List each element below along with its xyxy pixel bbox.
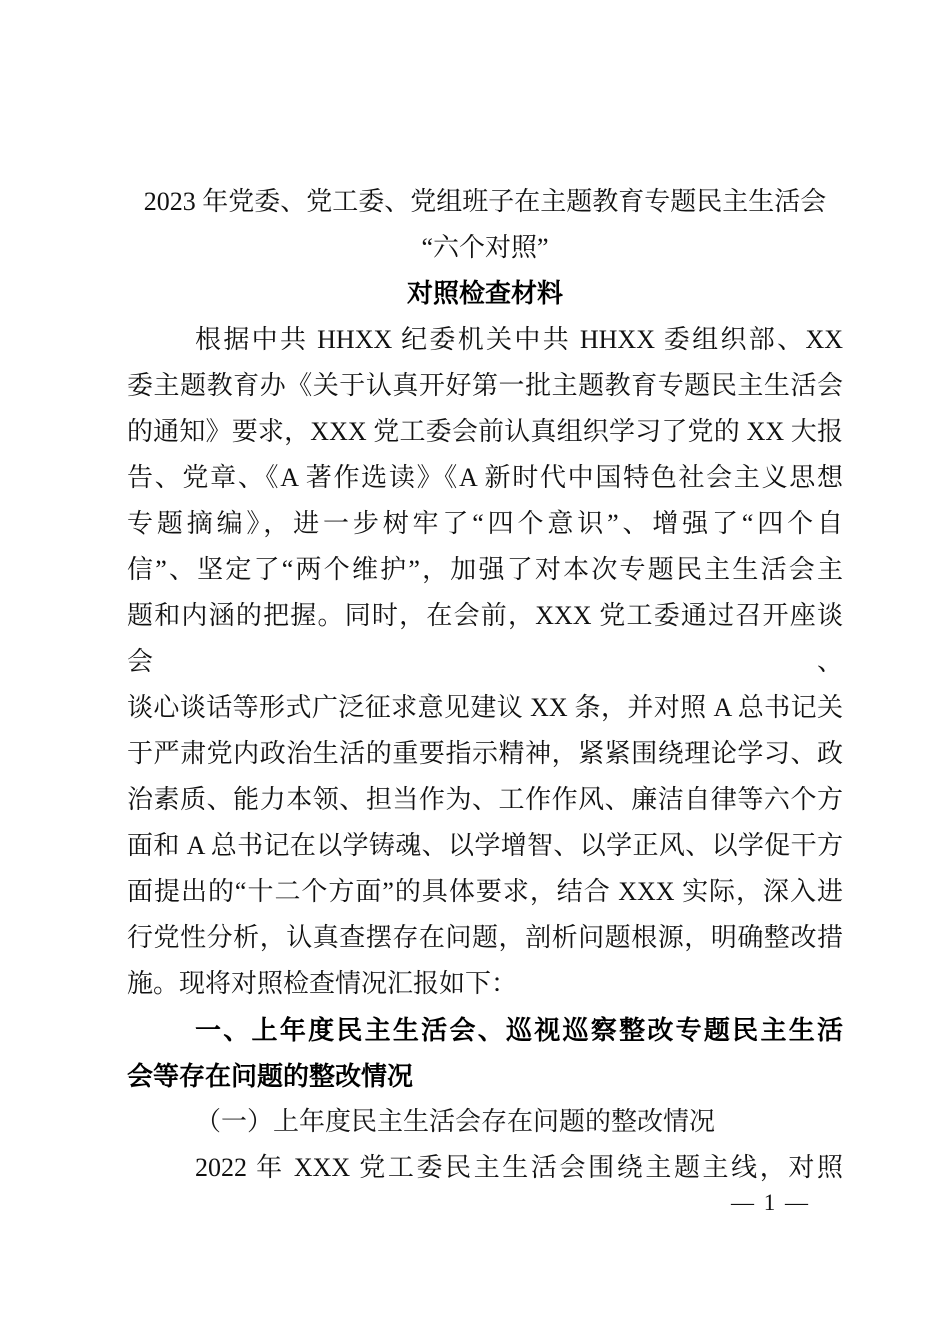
paragraph-1-line: 谈心谈话等形式广泛征求意见建议 XX 条，并对照 A 总书记关 <box>127 693 843 722</box>
document-title <box>127 179 843 317</box>
document-title-line-2: “六个对照” <box>421 233 549 262</box>
section-heading-1-line: 会等存在问题的整改情况 <box>127 1061 414 1091</box>
subsection-heading-1: （一）上年度民主生活会存在问题的整改情况 <box>195 1107 716 1136</box>
document-title-line-1: 2023 年党委、党工委、党组班子在主题教育专题民主生活会 <box>143 187 827 216</box>
paragraph-1-line: 治素质、能力本领、担当作为、工作作风、廉洁自律等六个方 <box>127 785 843 814</box>
paragraph-1-line: 专题摘编》，进一步树牢了“四个意识”、增强了“四个自 <box>127 509 843 538</box>
paragraph-1-line: 于严肃党内政治生活的重要指示精神，紧紧围绕理论学习、政 <box>127 739 843 768</box>
paragraph-1 <box>127 317 843 1007</box>
document-content <box>127 179 843 1191</box>
paragraph-1-line: 施。现将对照检查情况汇报如下： <box>127 969 518 998</box>
section-heading-1 <box>127 1007 843 1099</box>
paragraph-1-line: 的通知》要求，XXX 党工委会前认真组织学习了党的 XX 大报 <box>127 417 843 446</box>
paragraph-1-line: 面和 A 总书记在以学铸魂、以学增智、以学正风、以学促干方 <box>127 831 843 860</box>
page-number: — 1 — <box>731 1190 810 1215</box>
paragraph-1-line: 行党性分析，认真查摆存在问题，剖析问题根源，明确整改措 <box>127 923 843 952</box>
paragraph-1-line: 面提出的“十二个方面”的具体要求，结合 XXX 实际，深入进 <box>127 877 843 906</box>
paragraph-1-line: 题和内涵的把握。同时，在会前，XXX 党工委通过召开座谈会、 <box>127 601 843 676</box>
paragraph-2-line: 2022 年 XXX 党工委民主生活会围绕主题主线，对照 <box>195 1153 843 1182</box>
paragraph-1-line: 告、党章、《A 著作选读》《A 新时代中国特色社会主义思想 <box>127 463 843 492</box>
section-heading-1-line: 一、上年度民主生活会、巡视巡察整改专题民主生活 <box>195 1015 843 1045</box>
paragraph-1-line: 信”、坚定了“两个维护”，加强了对本次专题民主生活会主 <box>127 555 843 584</box>
document-subtitle: 对照检查材料 <box>406 279 563 308</box>
paragraph-1-line: 根据中共 HHXX 纪委机关中共 HHXX 委组织部、XX <box>195 325 843 354</box>
paragraph-1-line: 委主题教育办《关于认真开好第一批主题教育专题民主生活会 <box>127 371 843 400</box>
